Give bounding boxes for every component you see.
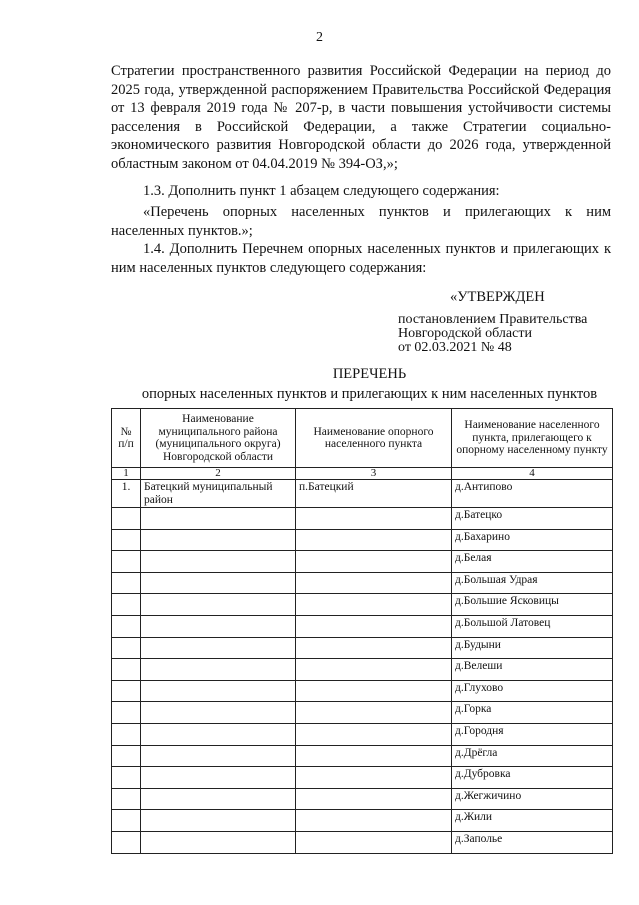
row-number-cell [112,745,141,767]
column-number: 2 [141,468,296,480]
adjacent-settlement-cell: д.Бахарино [452,529,613,551]
approval-line-2: Новгородской области [398,326,532,341]
table-row [112,723,613,745]
row-number-cell [112,572,141,594]
row-number-cell [112,551,141,573]
table-row [112,508,613,530]
district-cell [141,831,296,853]
core-settlement-cell [296,680,452,702]
core-settlement-cell [296,745,452,767]
core-settlement-cell [296,788,452,810]
approval-block [398,290,587,355]
header-core-settlement: Наименование опорного населенного пункта [296,409,452,468]
table-row [112,572,613,594]
district-cell [141,788,296,810]
district-cell: Батецкий муниципальный район [141,480,296,508]
adjacent-settlement-cell: д.Городня [452,723,613,745]
row-number-cell [112,615,141,637]
adjacent-settlement-cell: д.Велеши [452,659,613,681]
document-title: ПЕРЕЧЕНЬ [332,366,407,382]
document-subtitle: опорных населенных пунктов и прилегающих к ним населенных пунктов [141,386,598,402]
adjacent-settlement-cell: д.Большая Удрая [452,572,613,594]
settlements-table [111,408,613,854]
district-cell [141,745,296,767]
core-settlement-cell [296,810,452,832]
row-number-cell [112,767,141,789]
row-number-cell [112,594,141,616]
row-number-cell [112,680,141,702]
row-number-cell [112,723,141,745]
adjacent-settlement-cell: д.Дубровка [452,767,613,789]
district-cell [141,767,296,789]
core-settlement-cell [296,529,452,551]
adjacent-settlement-cell: д.Горка [452,702,613,724]
table-row [112,594,613,616]
table-row [112,529,613,551]
row-number-cell [112,659,141,681]
district-cell [141,723,296,745]
table-row [112,637,613,659]
approval-line-3: от 02.03.2021 № 48 [398,340,512,355]
district-cell [141,508,296,530]
core-settlement-cell [296,572,452,594]
core-settlement-cell [296,831,452,853]
core-settlement-cell [296,637,452,659]
table-row [112,480,613,508]
table-body [112,480,613,854]
header-adjacent-settlement: Наименование населенного пункта, прилегающего к опорному населенному пункту [452,409,613,468]
table-row [112,745,613,767]
table-row [112,659,613,681]
paragraph-item-1-3: 1.3. Дополнить пункт 1 абзацем следующего содержания: [143,183,500,199]
paragraph-list-title: «Перечень опорных населенных пунктов и прилегающих к ним населенных пунктов.»; [111,204,611,239]
district-cell [141,572,296,594]
core-settlement-cell [296,702,452,724]
column-number: 4 [452,468,613,480]
adjacent-settlement-cell: д.Белая [452,551,613,573]
row-number-cell [112,831,141,853]
row-number-cell [112,810,141,832]
district-cell [141,659,296,681]
paragraph-strategy: Стратегии пространственного развития Российской Федерации на период до 2025 года, утвержденной распоряжением Правительства Российской Федерация от 13 февраля 2019 года № 207-р, в части повышения устойчивости системы расселения в Российской Федерации, а также Стратегии социально-экономического развития Новгородской области до 2026 года, утвержденной областным законом от 04.04.2019 № 394-ОЗ,»; [111,63,611,172]
core-settlement-cell [296,594,452,616]
adjacent-settlement-cell: д.Дрёгла [452,745,613,767]
adjacent-settlement-cell: д.Жили [452,810,613,832]
district-cell [141,702,296,724]
page-number: 2 [316,30,323,45]
adjacent-settlement-cell: д.Будыни [452,637,613,659]
table-row [112,702,613,724]
adjacent-settlement-cell: д.Заполье [452,831,613,853]
table-row [112,767,613,789]
district-cell [141,680,296,702]
header-number: № п/п [112,409,141,468]
header-district: Наименование муниципального района (муниципального округа) Новгородской области [141,409,296,468]
adjacent-settlement-cell: д.Жегжичино [452,788,613,810]
district-cell [141,810,296,832]
adjacent-settlement-cell: д.Глухово [452,680,613,702]
table-row [112,680,613,702]
adjacent-settlement-cell: д.Большой Латовец [452,615,613,637]
row-number-cell: 1. [112,480,141,508]
column-number: 3 [296,468,452,480]
row-number-cell [112,508,141,530]
table-header-row [112,409,613,468]
row-number-cell [112,529,141,551]
core-settlement-cell [296,615,452,637]
row-number-cell [112,637,141,659]
table-row [112,810,613,832]
district-cell [141,529,296,551]
core-settlement-cell [296,723,452,745]
table-row [112,615,613,637]
district-cell [141,594,296,616]
adjacent-settlement-cell: д.Большие Ясковицы [452,594,613,616]
table-row [112,788,613,810]
row-number-cell [112,702,141,724]
district-cell [141,637,296,659]
table-column-numbers [112,468,613,480]
column-number: 1 [112,468,141,480]
core-settlement-cell [296,767,452,789]
table-row [112,831,613,853]
core-settlement-cell [296,508,452,530]
core-settlement-cell: п.Батецкий [296,480,452,508]
district-cell [141,615,296,637]
paragraph-item-1-4: 1.4. Дополнить Перечнем опорных населенных пунктов и прилегающих к ним населенных пунктов следующего содержания: [111,241,611,276]
adjacent-settlement-cell: д.Батецко [452,508,613,530]
row-number-cell [112,788,141,810]
table-row [112,551,613,573]
core-settlement-cell [296,551,452,573]
core-settlement-cell [296,659,452,681]
district-cell [141,551,296,573]
adjacent-settlement-cell: д.Антипово [452,480,613,508]
approval-title: «УТВЕРЖДЕН [450,289,545,305]
approval-line-1: постановлением Правительства [398,312,588,327]
